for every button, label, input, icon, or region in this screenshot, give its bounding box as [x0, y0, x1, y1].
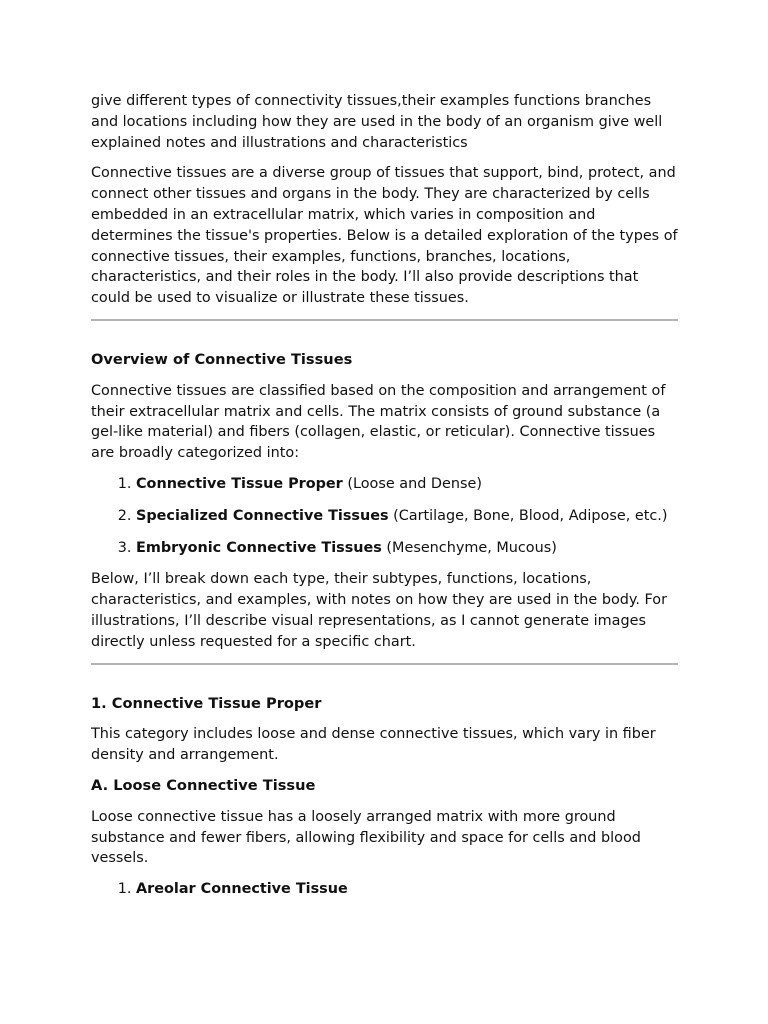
list-item-title: Areolar Connective Tissue [136, 881, 348, 898]
section-heading: 1. Connective Tissue Proper [91, 694, 322, 712]
list-item [136, 879, 681, 900]
divider [91, 319, 678, 321]
list-item-detail: (Mesenchyme, Mucous) [381, 539, 557, 556]
overview-list [91, 474, 681, 558]
list-item-title: Embryonic Connective Tissues [136, 539, 382, 556]
document-page [91, 91, 681, 911]
divider [91, 663, 678, 665]
intro-paragraph: Connective tissues are a diverse group of tissues that support, bind, protect, and connect other tissues and organs in the body. They are characterized by cells embedded in an extracellular matrix, which varies in composition and determines the tissue's properties. Below is a detailed exploration of the types of connective tissues, their examples, functions, branches, locations, characteristics, and their roles in the body. I’ll also provide descriptions that could be used to visualize or illustrate these tissues. [91, 165, 678, 307]
subsection-list [91, 879, 681, 900]
list-item [136, 506, 681, 527]
list-item-detail: (Cartilage, Bone, Blood, Adipose, etc.) [388, 507, 668, 524]
overview-heading: Overview of Connective Tissues [91, 350, 353, 368]
list-item-title: Connective Tissue Proper [136, 475, 343, 492]
subsection-heading: A. Loose Connective Tissue [91, 776, 316, 794]
list-item-title: Specialized Connective Tissues [136, 507, 389, 524]
list-item [136, 538, 681, 559]
subsection-paragraph: Loose connective tissue has a loosely arranged matrix with more ground substance and fewer fibers, allowing flexibility and space for cells and blood vessels. [91, 808, 641, 867]
section-paragraph: This category includes loose and dense connective tissues, which vary in fiber density and arrangement. [91, 726, 656, 764]
list-item [136, 474, 681, 495]
list-item-detail: (Loose and Dense) [342, 475, 482, 492]
overview-after-paragraph: Below, I’ll break down each type, their subtypes, functions, locations, characteristics, and examples, with notes on how they are used in the body. For illustrations, I’ll describe visual representations, as I cannot generate images directly unless requested for a specific chart. [91, 571, 667, 650]
user-prompt: give different types of connectivity tissues,their examples functions branches and locations including how they are used in the body of an organism give well explained notes and illustrations and characteristics [91, 93, 663, 151]
overview-paragraph: Connective tissues are classified based on the composition and arrangement of their extracellular matrix and cells. The matrix consists of ground substance (a gel-like material) and fibers (collagen, elastic, or reticular). Connective tissues are broadly categorized into: [91, 382, 666, 462]
